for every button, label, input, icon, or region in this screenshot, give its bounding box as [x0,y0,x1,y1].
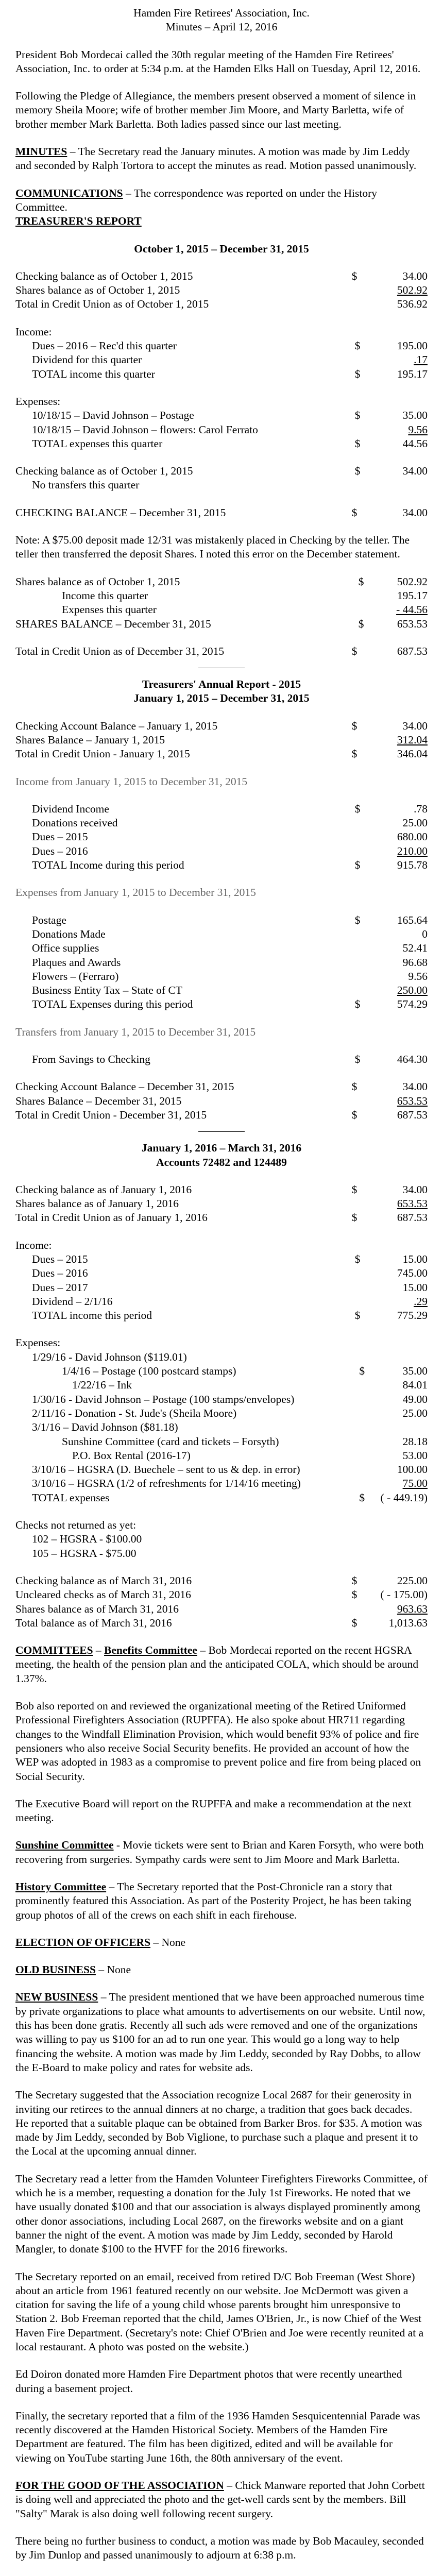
ledger-currency: $ [352,1080,368,1094]
good-of-association-paragraph: FOR THE GOOD OF THE ASSOCIATION – Chick Manware reported that John Corbett is doing well and appreciated the photo and the get-well cards sent by the members. Bill "Salty" Marak is also doing well following recent surgery. [15,2479,428,2521]
ledger-currency [359,1393,373,1406]
ledger-label: Dues – 2016 – Rec'd this quarter [15,339,355,353]
ledger-row [15,1491,428,1505]
ledger-currency: $ [359,1491,373,1505]
section-divider [198,1131,245,1132]
annual-heading: Treasurers' Annual Report - 2015 [15,677,428,691]
ledger-amount: ( - 449.19) [373,1491,428,1505]
ledger-label: Total in Credit Union - December 31, 2015 [15,1108,352,1122]
ledger-label: Total balance as of March 31, 2016 [15,1616,352,1630]
ledger-amount: 34.00 [368,269,428,283]
ledger-label: TOTAL Income during this period [15,858,355,872]
ledger-amount: 49.00 [373,1393,428,1406]
ledger-currency [355,353,370,367]
ledger-currency [355,941,370,955]
ledger-label: Total in Credit Union as of October 1, 2015 [15,297,352,311]
ledger-amount: 34.00 [368,1080,428,1094]
ledger-label: Income this quarter [15,589,359,603]
ledger-label: Total in Credit Union - January 1, 2015 [15,747,352,761]
ledger-amount: 15.00 [370,1281,428,1295]
ledger-amount: 653.53 [368,1197,428,1211]
ledger-amount: 225.00 [368,1574,428,1588]
ledger-currency [355,927,370,941]
ledger-label: 10/18/15 – David Johnson – Postage [15,409,355,422]
ledger-amount [373,1350,428,1364]
ledger-amount [370,478,428,492]
ledger-amount: .17 [370,353,428,367]
treasurer-heading: TREASURER'S REPORT [15,214,428,228]
ledger-currency [359,1435,373,1449]
executive-paragraph: The Executive Board will report on the RUPFFA and make a recommendation at the next meeting. [15,1797,428,1825]
q1-shares-table [15,575,428,631]
ledger-row [15,1378,428,1392]
ledger-amount: 502.92 [368,283,428,297]
ledger-label: Uncleared checks as of March 31, 2016 [15,1588,352,1602]
minutes-date: Minutes – April 12, 2016 [15,20,428,34]
ledger-currency: $ [352,1108,368,1122]
ledger-row [15,1574,428,1588]
ledger-row [15,747,428,761]
ledger-currency [352,733,368,747]
annual-open-table [15,719,428,761]
ledger-amount: 75.00 [373,1477,428,1490]
ledger-label: Donations received [15,816,355,830]
ledger-label: 3/10/16 – HGSRA (1/2 of refreshments for 1/14/16 meeting) [15,1477,359,1490]
annual-period: January 1, 2015 – December 31, 2015 [15,691,428,705]
ledger-label: P.O. Box Rental (2016-17) [15,1449,359,1463]
ledger-currency [355,970,370,984]
ledger-label: Office supplies [15,941,355,955]
ledger-amount: 653.53 [368,1094,428,1108]
minutes-document [15,6,428,2576]
ledger-amount: 915.78 [370,858,428,872]
ledger-currency [359,589,373,603]
ledger-amount: 52.41 [370,941,428,955]
ledger-amount: 34.00 [370,464,428,478]
ledger-currency [359,1463,373,1477]
ledger-amount: 687.53 [368,1211,428,1225]
ledger-row [15,1281,428,1295]
ledger-label: Dues – 2015 [15,1252,355,1266]
q1-checking-balance: CHECKING BALANCE – December 31, 2015 $ 34.00 [15,506,428,520]
ledger-amount: .29 [370,1295,428,1309]
ledger-currency: $ [355,1252,370,1266]
ledger-amount: 28.18 [373,1435,428,1449]
ledger-currency [352,297,368,311]
ledger-row [15,367,428,381]
ledger-row [15,1266,428,1280]
ledger-amount: 34.00 [368,1183,428,1197]
ledger-amount: 312.04 [368,733,428,747]
ledger-label: Shares balance as of March 31, 2016 [15,1602,352,1616]
q1-heading: October 1, 2015 – December 31, 2015 [15,242,428,256]
minutes-text: – The Secretary read the January minutes. A motion was made by Jim Leddy and seconded by Ralph Tortora to accept the minutes as read. Motion passed unanimously. [15,145,416,172]
ledger-row [15,617,428,631]
ledger-amount: 653.53 [373,617,428,631]
ledger-currency [355,844,370,858]
ledger-currency: $ [359,1364,373,1378]
q1-checking-table [15,464,428,493]
benefits-paragraph: COMMITTEES – Benefits Committee – Bob Mordecai reported on the recent HGSRA meeting, the health of the pension plan and the anticipated COLA, which should be around 1.37%. [15,1643,428,1686]
plaque-paragraph: The Secretary suggested that the Association recognize Local 2687 for their generosity in inviting our retirees to the annual dinners at no charge, a tradition that goes back decades. He reported that a suitable plaque can be obtained from Barker Bros. for $35. A motion was made by Jim Leddy, seconded by Bob Viglione, to purchase such a plaque and present it to the Local at the upcoming annual dinner. [15,2088,428,2158]
ledger-amount: 100.00 [373,1463,428,1477]
ledger-amount: .78 [370,802,428,816]
ledger-row [15,802,428,816]
ledger-label: Dividend for this quarter [15,353,355,367]
ledger-amount: 25.00 [370,816,428,830]
ledger-label: TOTAL income this period [15,1309,355,1323]
ledger-currency: $ [355,913,370,927]
ledger-row [15,1252,428,1266]
ledger-amount: 963.63 [368,1602,428,1616]
ledger-currency: $ [359,575,373,589]
q2-expenses-table [15,1350,428,1505]
communications-text: – The correspondence was reported on under the History Committee. [15,187,377,213]
ledger-label: No transfers this quarter [15,478,355,492]
ledger-row [15,1435,428,1449]
q2-close-table [15,1574,428,1630]
ledger-row [15,844,428,858]
ledger-row [15,1295,428,1309]
annual-expenses-heading: Expenses from January 1, 2015 to December 31, 2015 [15,886,428,900]
fireworks-paragraph: The Secretary read a letter from the Hamden Volunteer Firefighters Fireworks Committee, of which he is a member, requesting a donation for the July 1st Fireworks. He noted that we have usually donated $100 and that our association is always displayed prominently among other donor associations, including Local 2687, on the fireworks website and on a giant banner the night of the event. A motion was made by Jim Leddy, seconded by Harold Mangler, to donate $100 to the HVFF for the 2016 fireworks. [15,2172,428,2257]
ledger-amount: 1,013.63 [368,1616,428,1630]
ledger-currency [359,1449,373,1463]
ledger-amount: 35.00 [373,1364,428,1378]
ledger-amount: 775.29 [370,1309,428,1323]
ledger-row [15,575,428,589]
q1-expenses-table [15,409,428,451]
ledger-label: TOTAL Expenses during this period [15,997,355,1011]
ledger-row [15,1183,428,1197]
ledger-currency: $ [352,1616,368,1630]
q2-check-item: 105 – HGSRA - $75.00 [15,1547,428,1561]
good-of-association-heading: FOR THE GOOD OF THE ASSOCIATION [15,2479,224,2492]
ledger-amount: 25.00 [373,1406,428,1420]
ledger-row [15,733,428,747]
q2-expenses-heading: Expenses: [15,1336,428,1350]
ledger-currency [359,1477,373,1490]
ledger-currency: $ [355,464,370,478]
ledger-amount: 346.04 [368,747,428,761]
ledger-label: 1/22/16 – Ink [15,1378,359,1392]
ledger-label: 2/11/16 - Donation - St. Jude's (Sheila Moore) [15,1406,359,1420]
ledger-currency [355,956,370,970]
ledger-label: Dues – 2016 [15,1266,355,1280]
ledger-amount: 210.00 [370,844,428,858]
q2-income-heading: Income: [15,1239,428,1252]
ledger-currency [359,1406,373,1420]
ledger-amount: 84.01 [373,1378,428,1392]
ledger-label: Shares Balance – December 31, 2015 [15,1094,352,1108]
ledger-label: Total in Credit Union as of January 1, 2016 [15,1211,352,1225]
ledger-label: 1/4/16 – Postage (100 postcard stamps) [15,1364,359,1378]
q1-income-heading: Income: [15,325,428,339]
old-business-paragraph: OLD BUSINESS – None [15,1963,428,1977]
ledger-row [15,858,428,872]
ledger-row [15,1350,428,1364]
ledger-row [15,927,428,941]
communications-heading: COMMUNICATIONS [15,187,123,199]
doiron-paragraph: Ed Doiron donated more Hamden Fire Department photos that were recently unearthed during a basement project. [15,2367,428,2396]
ledger-row [15,1477,428,1490]
old-business-heading: OLD BUSINESS [15,1963,96,1976]
q2-accounts: Accounts 72482 and 124489 [15,1156,428,1170]
benefits-heading: Benefits Committee [104,1644,197,1656]
sunshine-heading: Sunshine Committee [15,1839,114,1851]
q2-open-table [15,1183,428,1225]
ledger-label: 10/18/15 – David Johnson – flowers: Carol Ferrato [15,423,355,437]
ruppfa-paragraph: Bob also reported on and reviewed the organizational meeting of the Retired Uniformed Professional Firefighters Association (RUPFFA). He also spoke about HR711 regarding changes to the Windfall Elimination Provision, which would benefit 93% of police and fire pensioners who also receive Social Security benefits. He provided an account of how the WEP was adopted in 1983 as a compromise to prevent police and fire from being placed on Social Security. [15,1699,428,1784]
ledger-currency: $ [352,1211,368,1225]
q1-total: Total in Credit Union as of December 31, 2015 $ 687.53 [15,645,428,658]
q1-checking-balance-label: CHECKING BALANCE – December 31, 2015 [15,506,352,520]
ledger-row [15,913,428,927]
ledger-row [15,719,428,733]
ledger-label: Shares balance as of January 1, 2016 [15,1197,352,1211]
ledger-label: Sunshine Committee (card and tickets – Forsyth) [15,1435,359,1449]
ledger-currency: $ [359,617,373,631]
ledger-amount: 15.00 [370,1252,428,1266]
ledger-amount: 250.00 [370,984,428,997]
ledger-row [15,816,428,830]
ledger-row [15,1588,428,1602]
ledger-row [15,297,428,311]
election-paragraph: ELECTION OF OFFICERS – None [15,1936,428,1950]
ledger-amount: - 44.56 [373,603,428,617]
election-heading: ELECTION OF OFFICERS [15,1936,150,1948]
ledger-amount: 0 [370,927,428,941]
ledger-label: Donations Made [15,927,355,941]
ledger-label: Shares balance as of October 1, 2015 [15,283,352,297]
ledger-amount: 536.92 [368,297,428,311]
ledger-label: Checking balance as of October 1, 2015 [15,464,355,478]
ledger-currency [355,816,370,830]
ledger-amount: ( - 175.00) [368,1588,428,1602]
ledger-row [15,269,428,283]
ledger-amount: 34.00 [368,719,428,733]
communications-paragraph [15,187,428,215]
ledger-currency [355,478,370,492]
annual-transfer: From Savings to Checking $ 464.30 [15,1053,428,1066]
q1-expenses-heading: Expenses: [15,395,428,409]
ledger-label: TOTAL expenses [15,1491,359,1505]
annual-income-table [15,802,428,872]
ledger-currency: $ [352,747,368,761]
ledger-row [15,589,428,603]
ledger-row [15,997,428,1011]
ledger-label: Business Entity Tax – State of CT [15,984,355,997]
ledger-currency: $ [355,339,370,353]
ledger-label: Checking balance as of October 1, 2015 [15,269,352,283]
ledger-row [15,970,428,984]
ledger-row [15,409,428,422]
ledger-label: SHARES BALANCE – December 31, 2015 [15,617,359,631]
ledger-row [15,339,428,353]
ledger-amount: 195.17 [373,589,428,603]
ledger-label: Postage [15,913,355,927]
ledger-row [15,1364,428,1378]
ledger-row [15,1094,428,1108]
annual-income-heading: Income from January 1, 2015 to December 31, 2015 [15,775,428,789]
annual-transfers-heading: Transfers from January 1, 2015 to December 31, 2015 [15,1025,428,1039]
ledger-label: Flowers – (Ferraro) [15,970,355,984]
ledger-label: 1/30/16 - David Johnson – Postage (100 stamps/envelopes) [15,1393,359,1406]
ledger-row [15,830,428,844]
ledger-currency [355,1266,370,1280]
org-name: Hamden Fire Retirees' Association, Inc. [15,6,428,20]
email-paragraph: The Secretary reported on an email, received from retired D/C Bob Freeman (West Shore) about an article from 1961 featured recently on our website. Joe McDermott was given a citation for saving the life of a young child whose parents brought him unresponsive to Station 2. Bob Freeman reported that the child, James O'Brien, Jr., is now Chief of the West Haven Fire Department. (Secretary's note: Chief O'Brien and Joe were recently reunited at a local restaurant. A photo was posted on the website.) [15,2270,428,2354]
ledger-currency [355,1295,370,1309]
sunshine-paragraph: Sunshine Committee - Movie tickets were sent to Brian and Karen Forsyth, who were both recovering from surgeries. Sympathy cards were sent to Jim Moore and Mark Barletta. [15,1838,428,1867]
ledger-currency [359,1378,373,1392]
ledger-row [15,1602,428,1616]
q2-check-item: 102 – HGSRA - $100.00 [15,1532,428,1546]
ledger-label: 1/29/16 - David Johnson ($119.01) [15,1350,359,1364]
ledger-currency: $ [352,1588,368,1602]
history-heading: History Committee [15,1880,106,1893]
ledger-row [15,1393,428,1406]
ledger-row [15,478,428,492]
ledger-amount: 502.92 [373,575,428,589]
ledger-label: 3/1/16 – David Johnson ($81.18) [15,1420,359,1434]
ledger-label: Plaques and Awards [15,956,355,970]
ledger-amount: 195.17 [370,367,428,381]
ledger-label: Checking Account Balance – December 31, 2015 [15,1080,352,1094]
q2-heading: January 1, 2016 – March 31, 2016 [15,1141,428,1155]
ledger-label: Dividend Income [15,802,355,816]
opening-paragraph: President Bob Mordecai called the 30th regular meeting of the Hamden Fire Retirees' Association, Inc. to order at 5:34 p.m. at the Hamden Elks Hall on Tuesday, April 12, 2016. [15,48,428,76]
ledger-row [15,1211,428,1225]
ledger-row [15,353,428,367]
film-paragraph: Finally, the secretary reported that a film of the 1936 Hamden Sesquicentennial Parade was recently discovered at the Hamden Historical Society. Members of the Hamden Fire Department are featured. The film has been digitized, edited and will be available for viewing on YouTube starting June 16th, the 80th anniversary of the event. [15,2409,428,2465]
ledger-currency: $ [352,719,368,733]
q2-income-table [15,1252,428,1323]
ledger-amount: 9.56 [370,423,428,437]
ledger-amount: 687.53 [368,1108,428,1122]
ledger-amount: 9.56 [370,970,428,984]
ledger-row [15,984,428,997]
ledger-currency [359,1350,373,1364]
ledger-currency [352,1094,368,1108]
ledger-currency [355,830,370,844]
ledger-currency: $ [355,802,370,816]
ledger-amount: 53.00 [373,1449,428,1463]
ledger-currency: $ [355,437,370,451]
ledger-label: Dividend – 2/1/16 [15,1295,355,1309]
ledger-label: Checking balance as of January 1, 2016 [15,1183,352,1197]
ledger-currency [355,423,370,437]
new-business-paragraph: NEW BUSINESS – The president mentioned that we have been approached numerous time by private organizations to place what amounts to advertisements on our website. Until now, this has been done gratis. Recently all such ads were removed and one of the organizations was willing to pay us $100 for an ad to run one year. This would go a long way to help financing the website. A motion was made by Jim Leddy, seconded by Ray Dobbs, to allow the E-Board to make policy and rates for website ads. [15,1990,428,2075]
new-business-heading: NEW BUSINESS [15,1991,98,2003]
ledger-label: Shares Balance – January 1, 2015 [15,733,352,747]
ledger-currency: $ [355,409,370,422]
ledger-currency: $ [352,269,368,283]
ledger-row [15,1616,428,1630]
ledger-currency: $ [355,1309,370,1323]
pledge-paragraph: Following the Pledge of Allegiance, the members present observed a moment of silence in memory Sheila Moore; wife of brother member Jim Moore, and Marty Barletta, wife of brother member Mark Barletta. Both ladies passed since our last meeting. [15,89,428,131]
q2-checks-heading: Checks not returned as yet: [15,1518,428,1532]
ledger-currency: $ [355,858,370,872]
annual-close-table [15,1080,428,1122]
ledger-label: Dues – 2017 [15,1281,355,1295]
ledger-row [15,423,428,437]
ledger-currency: $ [355,997,370,1011]
minutes-heading: MINUTES [15,145,67,158]
ledger-label: Checking Account Balance – January 1, 2015 [15,719,352,733]
ledger-currency: $ [355,367,370,381]
ledger-label: Dues – 2016 [15,844,355,858]
ledger-label: Checking balance as of March 31, 2016 [15,1574,352,1588]
ledger-amount: 745.00 [370,1266,428,1280]
ledger-row [15,1406,428,1420]
ledger-row [15,1197,428,1211]
ledger-row [15,1420,428,1434]
ledger-amount: 574.29 [370,997,428,1011]
ledger-amount: 44.56 [370,437,428,451]
ledger-amount: 195.00 [370,339,428,353]
ledger-label: 3/10/16 – HGSRA (D. Buechele – sent to us & dep. in error) [15,1463,359,1477]
q1-note: Note: A $75.00 deposit made 12/31 was mistakenly placed in Checking by the teller. The teller then transferred the deposit Shares. I noted this error on the December statement. [15,533,428,562]
ledger-amount: 165.64 [370,913,428,927]
ledger-amount: 35.00 [370,409,428,422]
ledger-row [15,283,428,297]
ledger-row [15,1463,428,1477]
ledger-currency: $ [352,1183,368,1197]
ledger-currency [355,1281,370,1295]
ledger-currency [352,1602,368,1616]
ledger-currency [355,984,370,997]
ledger-amount: 680.00 [370,830,428,844]
q1-open-table [15,269,428,312]
q1-income-table [15,339,428,381]
ledger-row [15,1108,428,1122]
ledger-row [15,437,428,451]
ledger-row [15,464,428,478]
history-paragraph: History Committee – The Secretary reported that the Post-Chronicle ran a story that prominently featured this Association. As part of the Posterity Project, he has been taking group photos of all of the crews on each shift in each firehouse. [15,1880,428,1922]
ledger-label: Dues – 2015 [15,830,355,844]
ledger-currency [352,1197,368,1211]
ledger-label: Expenses this quarter [15,603,359,617]
ledger-label: TOTAL expenses this quarter [15,437,355,451]
ledger-row [15,1449,428,1463]
ledger-amount: 96.68 [370,956,428,970]
ledger-row [15,956,428,970]
committees-heading: COMMITTEES [15,1644,93,1656]
adjourn-paragraph: There being no further business to conduct, a motion was made by Bob Macauley, seconded by Jim Dunlop and passed unanimously to adjourn at 6:38 p.m. [15,2534,428,2563]
ledger-row [15,1080,428,1094]
ledger-currency [359,603,373,617]
ledger-row [15,603,428,617]
ledger-label: Shares balance as of October 1, 2015 [15,575,359,589]
minutes-paragraph [15,145,428,173]
ledger-currency [359,1420,373,1434]
ledger-label: TOTAL income this quarter [15,367,355,381]
ledger-row [15,941,428,955]
ledger-amount [373,1420,428,1434]
ledger-currency [352,283,368,297]
ledger-currency: $ [352,1574,368,1588]
annual-expenses-table [15,913,428,1012]
ledger-row [15,1309,428,1323]
